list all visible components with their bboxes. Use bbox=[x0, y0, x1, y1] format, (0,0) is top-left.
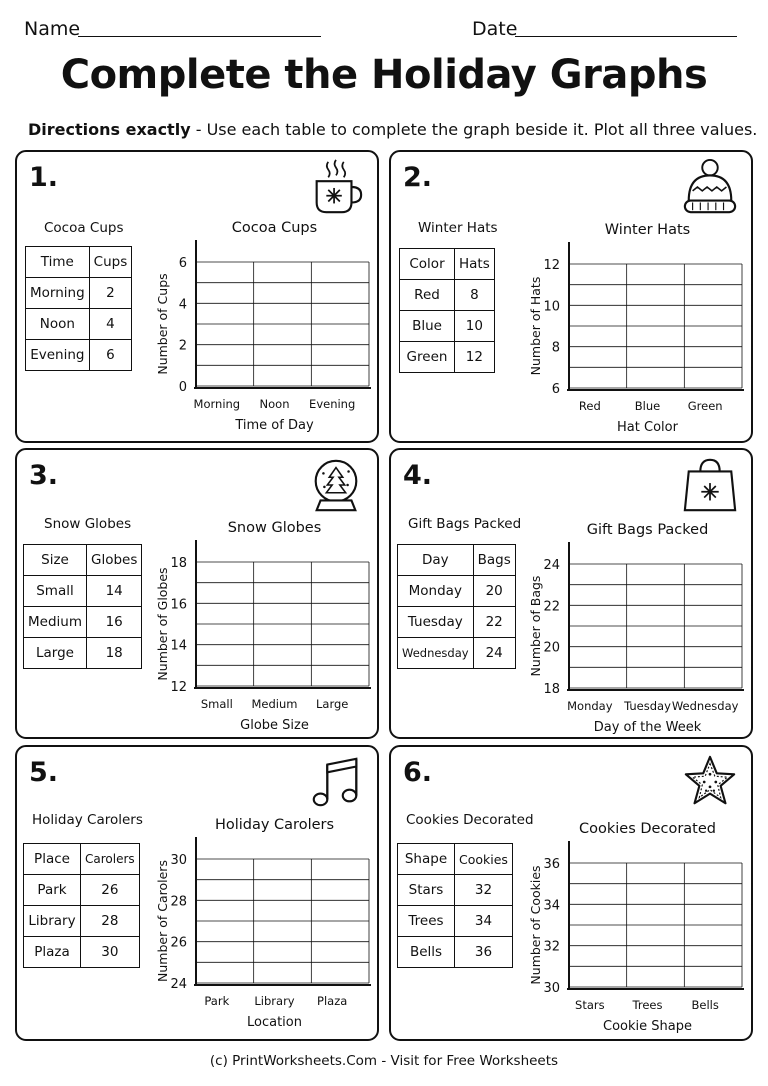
panel-number: 6. bbox=[403, 757, 433, 788]
table-header: Size bbox=[24, 545, 87, 576]
panel-number: 4. bbox=[403, 460, 433, 491]
y-tick-label: 16 bbox=[170, 597, 187, 613]
table-cell: 18 bbox=[86, 638, 141, 669]
table-row bbox=[398, 906, 513, 937]
x-tick-label: Blue bbox=[634, 399, 661, 413]
x-tick-label: Evening bbox=[309, 397, 356, 411]
y-tick-label: 2 bbox=[178, 338, 187, 354]
panel-number: 1. bbox=[29, 162, 59, 193]
table-cell: Plaza bbox=[24, 937, 81, 968]
x-axis-label: Day of the Week bbox=[593, 720, 702, 735]
graph[interactable] bbox=[517, 516, 747, 738]
panel-2 bbox=[389, 150, 753, 443]
y-axis-label: Number of Cookies bbox=[528, 865, 543, 985]
x-tick-label: Green bbox=[687, 399, 723, 413]
directions bbox=[28, 120, 757, 139]
table-row bbox=[400, 311, 495, 342]
panel-6 bbox=[389, 745, 753, 1041]
table-header: Hats bbox=[455, 249, 495, 280]
gift-bag-icon bbox=[681, 456, 739, 514]
table-header: Cups bbox=[89, 247, 132, 278]
graph-title: Holiday Carolers bbox=[214, 817, 335, 833]
table-cell: 32 bbox=[455, 875, 513, 906]
table-header: Bags bbox=[473, 545, 515, 576]
table-cell: Stars bbox=[398, 875, 455, 906]
table-cell: 16 bbox=[86, 607, 141, 638]
table-cell: Evening bbox=[26, 340, 90, 371]
x-tick-label: Wednesday bbox=[671, 699, 739, 713]
y-tick-label: 14 bbox=[170, 638, 187, 654]
x-tick-label: Noon bbox=[259, 397, 290, 411]
x-tick-label: Library bbox=[254, 994, 295, 1008]
table-row bbox=[400, 280, 495, 311]
graph[interactable] bbox=[517, 815, 747, 1037]
table-cell: Green bbox=[400, 342, 455, 373]
panel-5 bbox=[15, 745, 379, 1041]
table-row bbox=[24, 576, 142, 607]
y-tick-label: 24 bbox=[170, 977, 187, 992]
y-axis-label: Number of Bags bbox=[528, 575, 543, 677]
directions-label: Directions exactly bbox=[28, 120, 191, 139]
y-tick-label: 12 bbox=[543, 258, 560, 273]
table-cell: Wednesday bbox=[398, 638, 474, 669]
graph-title: Winter Hats bbox=[604, 222, 691, 238]
table-header: Shape bbox=[398, 844, 455, 875]
data-table bbox=[23, 843, 140, 968]
table-cell: 14 bbox=[86, 576, 141, 607]
graph[interactable] bbox=[144, 811, 374, 1033]
graph[interactable] bbox=[144, 214, 374, 436]
y-tick-label: 4 bbox=[178, 297, 187, 313]
x-tick-label: Park bbox=[204, 994, 230, 1008]
page-title: Complete the Holiday Graphs bbox=[60, 52, 708, 98]
y-tick-label: 30 bbox=[543, 981, 560, 996]
panel-3 bbox=[15, 448, 379, 739]
y-axis-label: Number of Cups bbox=[155, 273, 170, 375]
date-label: Date bbox=[472, 18, 518, 40]
table-cell: 30 bbox=[81, 937, 140, 968]
table-cell: Blue bbox=[400, 311, 455, 342]
table-cell: 2 bbox=[89, 278, 132, 309]
panel-number: 2. bbox=[403, 162, 433, 193]
x-tick-label: Tuesday bbox=[624, 699, 671, 713]
table-caption: Snow Globes bbox=[44, 516, 132, 532]
table-header: Cookies bbox=[455, 844, 513, 875]
x-tick-label: Monday bbox=[567, 699, 613, 713]
x-tick-label: Stars bbox=[575, 998, 605, 1012]
table-cell: 6 bbox=[89, 340, 132, 371]
y-axis-label: Number of Globes bbox=[155, 567, 170, 681]
x-axis-label: Hat Color bbox=[617, 420, 678, 435]
table-cell: Bells bbox=[398, 937, 455, 968]
table-header: Carolers bbox=[81, 844, 140, 875]
table-caption: Cocoa Cups bbox=[44, 220, 124, 236]
y-tick-label: 20 bbox=[543, 640, 560, 656]
x-tick-label: Bells bbox=[691, 998, 719, 1012]
y-tick-label: 36 bbox=[543, 857, 560, 872]
table-row bbox=[398, 576, 516, 607]
y-tick-label: 30 bbox=[170, 853, 187, 868]
name-label: Name bbox=[24, 18, 81, 40]
x-tick-label: Plaza bbox=[317, 994, 348, 1008]
y-tick-label: 6 bbox=[551, 382, 560, 397]
table-cell: Library bbox=[24, 906, 81, 937]
data-table bbox=[397, 843, 513, 968]
x-tick-label: Large bbox=[315, 697, 349, 711]
graph-title: Snow Globes bbox=[227, 520, 322, 536]
cookie-icon bbox=[681, 753, 739, 811]
x-tick-label: Medium bbox=[251, 697, 298, 711]
x-axis-label: Cookie Shape bbox=[603, 1019, 692, 1034]
table-cell: 24 bbox=[473, 638, 515, 669]
table-caption: Holiday Carolers bbox=[32, 812, 143, 828]
table-cell: 26 bbox=[81, 875, 140, 906]
table-cell: Monday bbox=[398, 576, 474, 607]
y-tick-label: 34 bbox=[543, 898, 560, 914]
table-cell: 34 bbox=[455, 906, 513, 937]
data-table bbox=[25, 246, 132, 371]
table-cell: 12 bbox=[455, 342, 495, 373]
table-cell: 20 bbox=[473, 576, 515, 607]
winter-hat-icon bbox=[681, 158, 739, 216]
y-tick-label: 26 bbox=[170, 935, 187, 951]
graph-title: Cookies Decorated bbox=[579, 821, 716, 837]
graph-title: Cocoa Cups bbox=[231, 220, 318, 236]
table-row bbox=[398, 638, 516, 669]
table-row bbox=[26, 309, 132, 340]
table-cell: 22 bbox=[473, 607, 515, 638]
y-tick-label: 22 bbox=[543, 599, 560, 615]
snow-globe-icon bbox=[307, 456, 365, 514]
table-row bbox=[24, 875, 140, 906]
data-table bbox=[399, 248, 495, 373]
table-caption: Winter Hats bbox=[418, 220, 498, 236]
table-row bbox=[24, 638, 142, 669]
panel-4 bbox=[389, 448, 753, 739]
y-tick-label: 8 bbox=[551, 340, 560, 356]
x-axis-label: Globe Size bbox=[240, 718, 309, 733]
name-line[interactable] bbox=[78, 36, 321, 37]
table-header: Day bbox=[398, 545, 474, 576]
table-caption: Gift Bags Packed bbox=[408, 516, 522, 532]
panel-number: 5. bbox=[29, 757, 59, 788]
table-header: Time bbox=[26, 247, 90, 278]
y-tick-label: 28 bbox=[170, 894, 187, 910]
y-tick-label: 12 bbox=[170, 680, 187, 695]
y-tick-label: 18 bbox=[543, 682, 560, 697]
table-cell: 8 bbox=[455, 280, 495, 311]
table-header: Color bbox=[400, 249, 455, 280]
table-header: Place bbox=[24, 844, 81, 875]
y-tick-label: 18 bbox=[170, 556, 187, 571]
x-axis-label: Time of Day bbox=[235, 418, 314, 433]
table-cell: Morning bbox=[26, 278, 90, 309]
directions-text: - Use each table to complete the graph beside it. Plot all three values. bbox=[190, 120, 758, 139]
table-header: Globes bbox=[86, 545, 141, 576]
table-cell: 36 bbox=[455, 937, 513, 968]
table-row bbox=[26, 278, 132, 309]
table-cell: Red bbox=[400, 280, 455, 311]
table-row bbox=[24, 906, 140, 937]
table-row bbox=[24, 937, 140, 968]
table-cell: Large bbox=[24, 638, 87, 669]
data-table bbox=[397, 544, 516, 669]
table-cell: Trees bbox=[398, 906, 455, 937]
table-cell: Tuesday bbox=[398, 607, 474, 638]
y-tick-label: 10 bbox=[543, 299, 560, 315]
x-tick-label: Red bbox=[578, 399, 601, 413]
y-tick-label: 32 bbox=[543, 939, 560, 955]
graph[interactable] bbox=[517, 216, 747, 438]
table-cell: 10 bbox=[455, 311, 495, 342]
panel-number: 3. bbox=[29, 460, 59, 491]
table-cell: 4 bbox=[89, 309, 132, 340]
table-row bbox=[398, 607, 516, 638]
table-row bbox=[26, 340, 132, 371]
data-table bbox=[23, 544, 142, 669]
table-row bbox=[398, 875, 513, 906]
music-note-icon bbox=[307, 753, 365, 811]
panel-1 bbox=[15, 150, 379, 443]
table-cell: Small bbox=[24, 576, 87, 607]
y-tick-label: 0 bbox=[178, 380, 187, 395]
table-cell: 28 bbox=[81, 906, 140, 937]
footer-credit: (c) PrintWorksheets.Com - Visit for Free Worksheets bbox=[209, 1053, 559, 1069]
x-axis-label: Location bbox=[247, 1015, 302, 1030]
table-cell: Noon bbox=[26, 309, 90, 340]
table-row bbox=[398, 937, 513, 968]
x-tick-label: Small bbox=[200, 697, 233, 711]
date-line[interactable] bbox=[515, 36, 737, 37]
x-tick-label: Morning bbox=[193, 397, 241, 411]
graph[interactable] bbox=[144, 514, 374, 736]
y-axis-label: Number of Hats bbox=[528, 276, 543, 376]
table-cell: Medium bbox=[24, 607, 87, 638]
table-caption: Cookies Decorated bbox=[406, 812, 534, 828]
y-tick-label: 24 bbox=[543, 558, 560, 573]
x-tick-label: Trees bbox=[632, 998, 663, 1012]
table-row bbox=[400, 342, 495, 373]
table-row bbox=[24, 607, 142, 638]
y-tick-label: 6 bbox=[178, 256, 187, 271]
table-cell: Park bbox=[24, 875, 81, 906]
cocoa-mug-icon bbox=[307, 158, 365, 216]
y-axis-label: Number of Carolers bbox=[155, 860, 170, 982]
graph-title: Gift Bags Packed bbox=[586, 522, 709, 538]
